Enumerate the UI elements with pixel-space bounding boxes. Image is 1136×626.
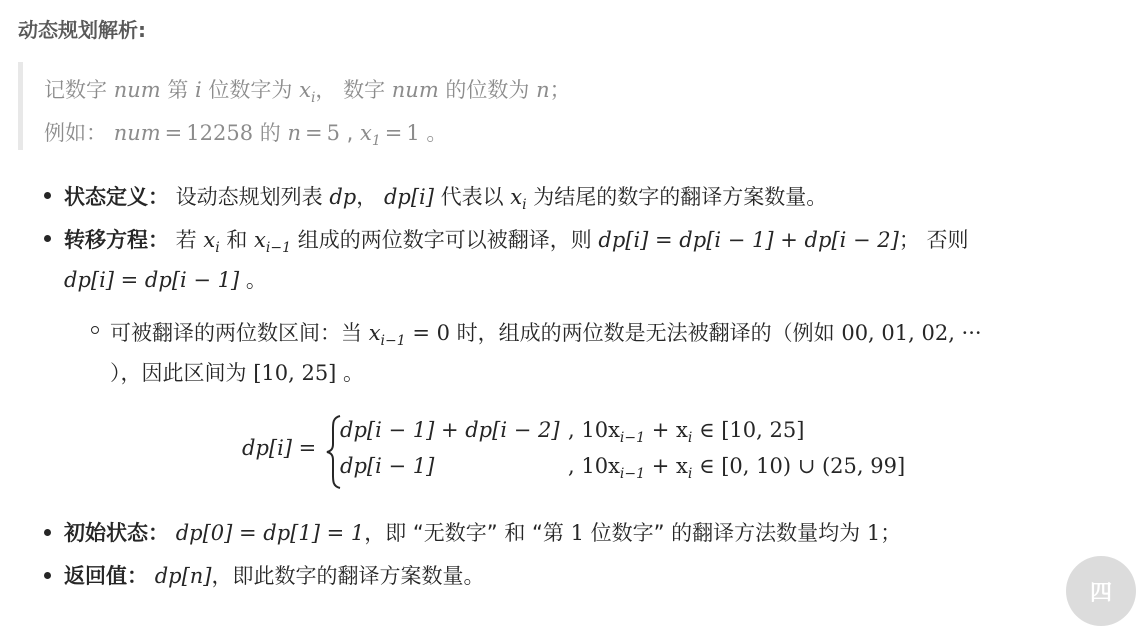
formula-row-2-condition: , $10x_{i-1} + x_i$ ∈ [0, 10) ∪ (25, 99] [568, 454, 906, 482]
bullet-dot [44, 192, 51, 199]
sub-item-range-cont: ），因此区间为 [10, 25] 。 [110, 361, 365, 385]
sub-item-range: 可被翻译的两位数区间：当 $x_{i-1} = 0$ 时，组成的两位数是无法被翻译的（例如 00, 01, 02, ··· [110, 321, 982, 349]
list-item-return-value: 返回值： dp[n]，即此数字的翻译方案数量。 [64, 564, 485, 588]
section-heading: 动态规划解析: [18, 18, 146, 42]
quote-line-definition: 记数字 num 第 i 位数字为 $x_i$， 数字 num 的位数为 n； [44, 78, 571, 106]
bullet-dot [44, 529, 51, 536]
quote-line-example: 例如： num = 12258 的 n = 5 , $x_1 = 1$ 。 [44, 121, 448, 149]
list-item-initial-state: 初始状态： dp[0] = dp[1] = 1，即 “无数字” 和 “第 1 位数字” 的翻译方法数量均为 1； [64, 521, 902, 545]
formula-row-2: dp[i − 1] [340, 454, 435, 478]
formula-row-1-condition: , $10x_{i-1} + x_i$ ∈ [10, 25] [568, 418, 805, 446]
formula-row-1: dp[i − 1] + dp[i − 2] [340, 418, 560, 442]
piecewise-formula [242, 414, 922, 494]
list-item-state-definition: 状态定义： 设动态规划列表 dp， dp[i] 代表以 $x_i$ 为结尾的数字的翻译方案数量。 [64, 185, 828, 213]
list-item-transition-cont: dp[i] = dp[i − 1] 。 [64, 268, 267, 292]
formula-lhs: dp[i] = [242, 436, 317, 460]
floating-button-icon[interactable]: 四 [1090, 581, 1113, 606]
list-item-transition: 转移方程： 若 $x_i$ 和 $x_{i-1}$ 组成的两位数字可以被翻译，则 dp[i] = dp[i − 1] + dp[i − 2]； 否则 [64, 228, 969, 256]
bullet-dot [44, 235, 51, 242]
sub-bullet-circle [91, 326, 99, 334]
bullet-dot [44, 572, 51, 579]
